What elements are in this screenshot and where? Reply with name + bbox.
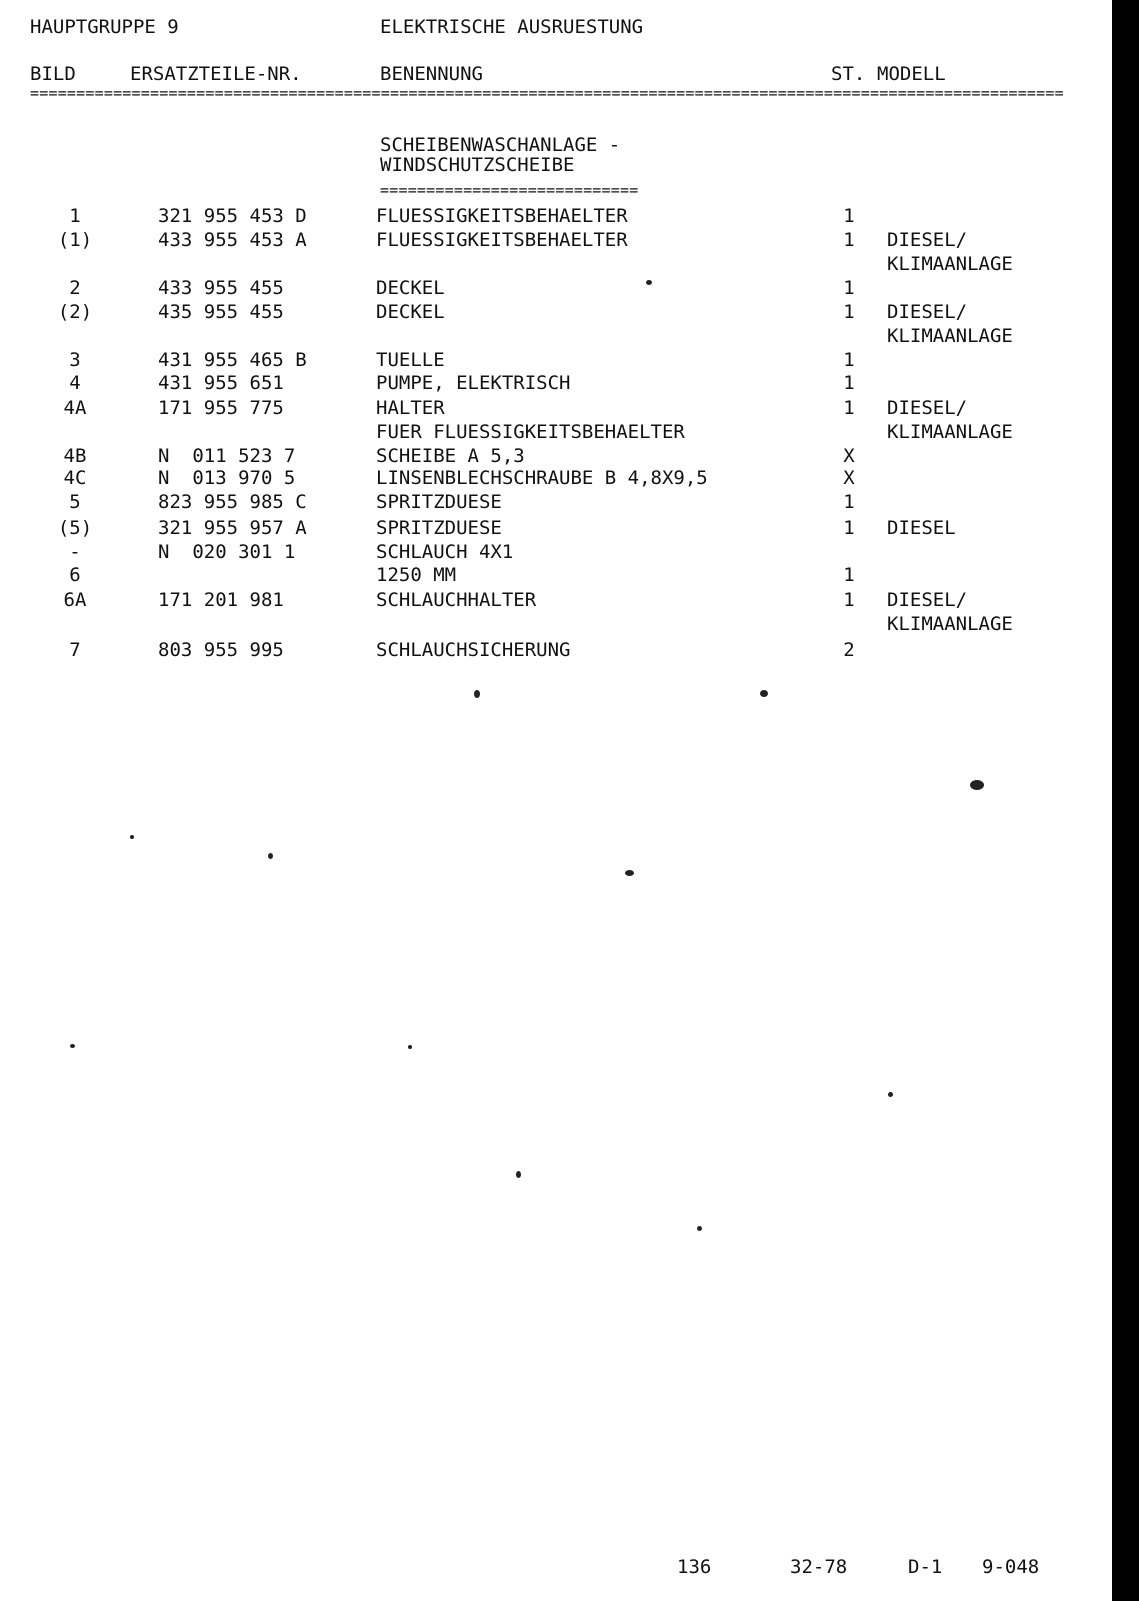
row-name: SPRITZDUESE xyxy=(376,517,502,539)
row-bild: 4C xyxy=(63,467,87,489)
row-name: 1250 MM xyxy=(376,564,457,586)
row-name: PUMPE, ELEKTRISCH xyxy=(376,372,571,394)
section-title-line1: SCHEIBENWASCHANLAGE - xyxy=(380,134,621,156)
row-part-number: 433 955 453 A xyxy=(158,229,307,251)
row-bild: 2 xyxy=(69,277,81,299)
row-name: SCHLAUCHSICHERUNG xyxy=(376,639,571,661)
row-part-number: N 020 301 1 xyxy=(158,541,296,563)
main-group-title: ELEKTRISCHE AUSRUESTUNG xyxy=(380,16,644,38)
row-model: DIESEL/ xyxy=(887,229,968,251)
row-name: SCHLAUCH 4X1 xyxy=(376,541,514,563)
scan-speck xyxy=(474,690,480,698)
footer-page-number: 136 xyxy=(677,1556,712,1578)
row-quantity: 1 xyxy=(843,397,855,419)
row-bild: 5 xyxy=(69,491,81,513)
row-name: LINSENBLECHSCHRAUBE B 4,8X9,5 xyxy=(376,467,708,489)
column-header-model: MODELL xyxy=(877,63,946,85)
row-name: FLUESSIGKEITSBEHAELTER xyxy=(376,205,628,227)
row-quantity: 1 xyxy=(843,517,855,539)
row-part-number: 435 955 455 xyxy=(158,301,284,323)
scan-speck xyxy=(130,835,134,839)
row-part-number: 321 955 453 D xyxy=(158,205,307,227)
scan-speck xyxy=(625,870,634,876)
row-bild: (5) xyxy=(57,517,93,539)
row-quantity: X xyxy=(843,467,855,489)
row-quantity: 1 xyxy=(843,372,855,394)
row-quantity: 1 xyxy=(843,564,855,586)
row-name: HALTER xyxy=(376,397,445,419)
column-header-bild: BILD xyxy=(30,63,76,85)
footer-code-2: D-1 xyxy=(908,1556,943,1578)
scan-speck xyxy=(516,1171,521,1178)
row-quantity: 2 xyxy=(843,639,855,661)
row-name: DECKEL xyxy=(376,301,445,323)
main-group-label: HAUPTGRUPPE 9 xyxy=(30,16,179,38)
row-bild: 3 xyxy=(69,349,81,371)
column-header-name: BENENNUNG xyxy=(380,63,483,85)
row-bild: - xyxy=(69,541,81,563)
row-part-number: 171 201 981 xyxy=(158,589,284,611)
row-quantity: 1 xyxy=(843,589,855,611)
row-quantity: 1 xyxy=(843,349,855,371)
scan-speck xyxy=(268,853,273,859)
row-bild: 4B xyxy=(63,445,87,467)
row-model: DIESEL/ xyxy=(887,397,968,419)
row-quantity: 1 xyxy=(843,277,855,299)
row-model: DIESEL/ xyxy=(887,301,968,323)
row-bild: (2) xyxy=(57,301,93,323)
row-quantity: 1 xyxy=(843,205,855,227)
row-bild: 1 xyxy=(69,205,81,227)
row-part-number: 803 955 995 xyxy=(158,639,284,661)
row-model: KLIMAANLAGE xyxy=(887,421,1013,443)
row-model: DIESEL xyxy=(887,517,956,539)
scan-speck xyxy=(970,780,984,790)
scan-speck xyxy=(70,1044,75,1048)
header-separator-rule: ================================================================================================================ xyxy=(30,85,1064,101)
row-part-number: 431 955 465 B xyxy=(158,349,307,371)
scan-speck xyxy=(888,1092,893,1097)
row-model: KLIMAANLAGE xyxy=(887,325,1013,347)
scan-edge-bar xyxy=(1112,0,1139,1601)
row-name: FLUESSIGKEITSBEHAELTER xyxy=(376,229,628,251)
column-header-quantity: ST. xyxy=(831,63,866,85)
footer-code-1: 32-78 xyxy=(790,1556,848,1578)
row-part-number: 321 955 957 A xyxy=(158,517,307,539)
row-part-number: 171 955 775 xyxy=(158,397,284,419)
row-bild: 6A xyxy=(63,589,87,611)
row-name: FUER FLUESSIGKEITSBEHAELTER xyxy=(376,421,685,443)
row-part-number: N 013 970 5 xyxy=(158,467,296,489)
scan-speck xyxy=(408,1045,412,1049)
row-name: SCHLAUCHHALTER xyxy=(376,589,537,611)
row-name: TUELLE xyxy=(376,349,445,371)
row-bild: (1) xyxy=(57,229,93,251)
row-name: SCHEIBE A 5,3 xyxy=(376,445,525,467)
row-part-number: 823 955 985 C xyxy=(158,491,307,513)
row-quantity: 1 xyxy=(843,491,855,513)
row-bild: 4 xyxy=(69,372,81,394)
row-part-number: N 011 523 7 xyxy=(158,445,296,467)
scan-speck xyxy=(697,1226,702,1231)
section-underline: ============================ xyxy=(380,182,639,198)
row-quantity: 1 xyxy=(843,301,855,323)
row-name: SPRITZDUESE xyxy=(376,491,502,513)
row-bild: 7 xyxy=(69,639,81,661)
scan-speck xyxy=(646,280,652,285)
column-header-part-number: ERSATZTEILE-NR. xyxy=(130,63,302,85)
footer-code-3: 9-048 xyxy=(982,1556,1040,1578)
row-part-number: 431 955 651 xyxy=(158,372,284,394)
row-model: KLIMAANLAGE xyxy=(887,613,1013,635)
scan-speck xyxy=(760,690,768,697)
row-bild: 6 xyxy=(69,564,81,586)
row-model: KLIMAANLAGE xyxy=(887,253,1013,275)
row-name: DECKEL xyxy=(376,277,445,299)
row-quantity: X xyxy=(843,445,855,467)
row-part-number: 433 955 455 xyxy=(158,277,284,299)
row-quantity: 1 xyxy=(843,229,855,251)
row-model: DIESEL/ xyxy=(887,589,968,611)
section-title-line2: WINDSCHUTZSCHEIBE xyxy=(380,154,575,176)
row-bild: 4A xyxy=(63,397,87,419)
